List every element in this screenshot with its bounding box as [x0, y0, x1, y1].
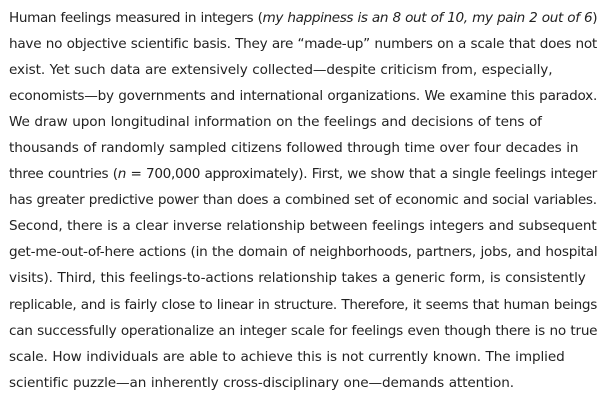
abstract-line	[9, 135, 599, 161]
abstract-line	[9, 83, 599, 109]
italic-text-run: my happiness is an 8 out of 10, my pain 2 out of 6	[262, 10, 593, 26]
abstract-line	[9, 292, 599, 318]
abstract-line	[9, 109, 599, 135]
text-run: We draw upon longitudinal information on the feelings and decisions of tens of	[9, 114, 542, 131]
abstract-line	[9, 239, 599, 265]
text-run: thousands of randomly sampled citizens followed through time over four decades in	[9, 140, 579, 157]
text-run: )	[592, 10, 598, 26]
abstract-line	[9, 57, 599, 83]
text-run: Human feelings measured in integers (	[9, 10, 263, 26]
text-run: visits). Third, this feelings-to-actions relationship takes a generic form, is consistently	[9, 270, 586, 287]
text-run: has greater predictive power than does a combined set of economic and social variables.	[9, 192, 597, 209]
text-run: economists—by governments and international organizations. We examine this paradox.	[9, 88, 598, 105]
abstract-line	[9, 5, 599, 31]
abstract-text	[9, 5, 599, 396]
text-run: can successfully operationalize an integer scale for feelings even though there is no true	[9, 322, 598, 339]
abstract-line	[9, 161, 599, 187]
text-run: get-me-out-of-here actions (in the domain of neighborhoods, partners, jobs, and hospital	[9, 244, 598, 261]
abstract-line	[9, 31, 599, 57]
text-run: scientific puzzle—an inherently cross-disciplinary one—demands attention.	[9, 374, 514, 391]
abstract-line	[9, 370, 599, 396]
abstract-line	[9, 318, 599, 344]
text-run: = 700,000 approximately). First, we show that a single feelings integer	[126, 166, 597, 183]
abstract-line	[9, 265, 599, 291]
abstract-line	[9, 187, 599, 213]
text-run: exist. Yet such data are extensively collected—despite criticism from, especially,	[9, 62, 553, 79]
abstract-line	[9, 344, 599, 370]
abstract-line	[9, 213, 599, 239]
text-run: scale. How individuals are able to achieve this is not currently known. The implied	[9, 348, 565, 365]
text-run: replicable, and is fairly close to linear in structure. Therefore, it seems that human beings	[9, 296, 598, 313]
text-run: three countries (	[9, 166, 118, 183]
italic-text-run: n	[117, 166, 127, 183]
text-run: have no objective scientific basis. They are “made-up” numbers on a scale that does not	[9, 36, 597, 53]
text-run: Second, there is a clear inverse relationship between feelings integers and subsequent	[9, 218, 597, 235]
